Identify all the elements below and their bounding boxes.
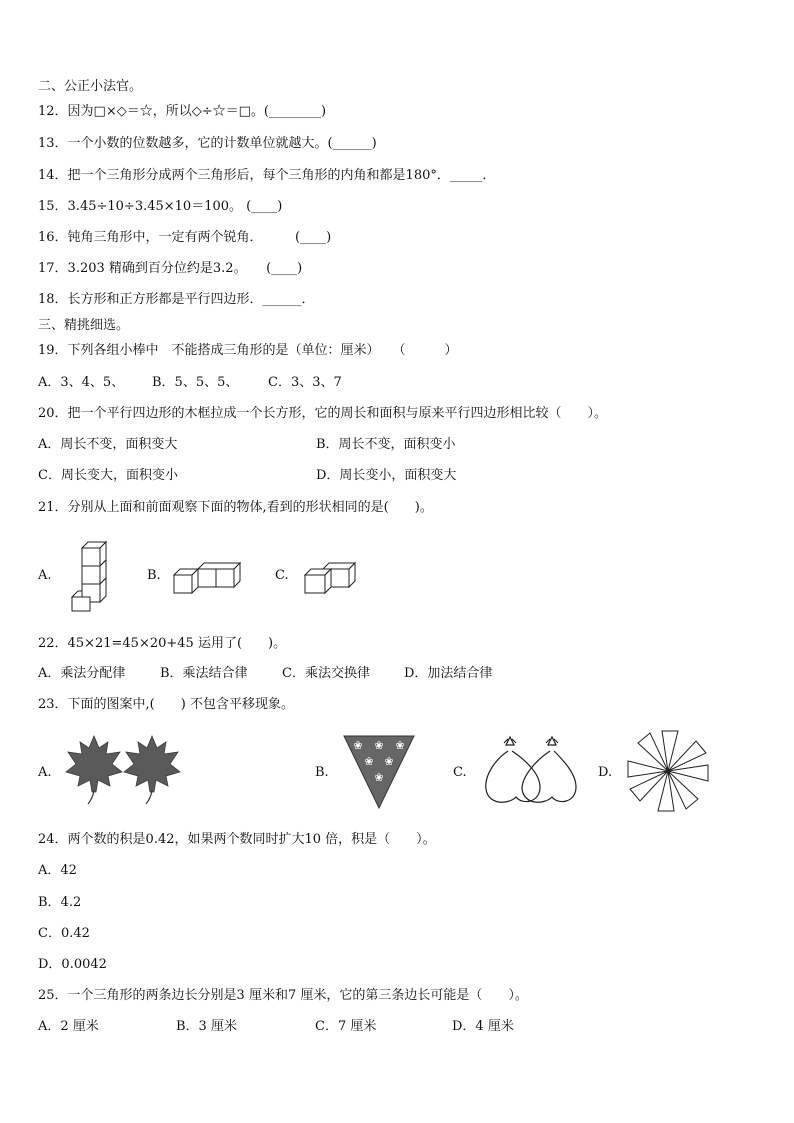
q19-option-b[interactable]: B．5、5、5、 [152,375,239,390]
q21-option-c-label[interactable]: C. [275,568,289,583]
svg-text:❀: ❀ [374,739,384,752]
question-17: 17．3.203 精确到百分位约是3.2。 (____) [38,261,303,276]
q19-option-a[interactable]: A．3、4、5、 [38,375,125,390]
flower-triangle-icon [343,735,415,809]
q25-option-b[interactable]: B．3 厘米 [176,1019,237,1034]
question-16: 16．钝角三角形中，一定有两个锐角． (____) [38,230,332,245]
q25-option-a[interactable]: A．2 厘米 [38,1019,99,1034]
q22-option-c[interactable]: C．乘法交换律 [282,666,370,681]
heart-pair-icon [482,735,580,809]
question-14: 14．把一个三角形分成两个三角形后，每个三角形的内角和都是180°．_____． [38,168,496,183]
question-20-stem: 20．把一个平行四边形的木框拉成一个长方形，它的周长和面积与原来平行四边形相比较（ ）。 [38,406,608,421]
svg-text:❀: ❀ [364,755,374,768]
q22-option-b[interactable]: B．乘法结合律 [160,666,248,681]
svg-text:❀: ❀ [353,739,363,752]
q20-option-a[interactable]: A．周长不变，面积变大 [38,437,178,452]
question-13: 13．一个小数的位数越多，它的计数单位就越大。(______) [38,136,377,151]
section-title-2: 二、公正小法官。 [38,79,143,94]
q21-option-b-label[interactable]: B. [147,568,161,583]
q19-option-c[interactable]: C．3、3、7 [268,375,342,390]
q22-option-a[interactable]: A．乘法分配律 [38,666,126,681]
question-23-stem: 23．下面的图案中,( ) 不包含平移现象。 [38,697,294,712]
question-21-stem: 21．分别从上面和前面观察下面的物体,看到的形状相同的是( )。 [38,500,433,515]
pinwheel-icon [623,726,713,816]
cube-stack-icon [68,541,112,613]
q20-option-c[interactable]: C．周长变大，面积变小 [38,468,178,483]
q23-option-b-label[interactable]: B. [315,765,329,780]
q25-option-c[interactable]: C．7 厘米 [315,1019,377,1034]
q23-option-a-label[interactable]: A. [38,765,52,780]
q23-option-d-label[interactable]: D. [598,765,613,780]
q25-option-d[interactable]: D．4 厘米 [452,1019,514,1034]
q21-option-a-label[interactable]: A. [38,568,52,583]
q24-option-d[interactable]: D．0.0042 [38,957,107,972]
question-18: 18．长方形和正方形都是平行四边形．______． [38,292,315,307]
cube-row-icon [172,561,242,595]
svg-text:❀: ❀ [384,755,394,768]
q24-option-a[interactable]: A．42 [38,863,77,878]
q24-option-c[interactable]: C．0.42 [38,926,90,941]
question-19-stem: 19．下列各组小棒中 不能搭成三角形的是（单位：厘米） （ ） [38,343,458,358]
q23-option-c-label[interactable]: C. [453,765,467,780]
question-15: 15．3.45÷10÷3.45×10＝100。 (____) [38,199,283,214]
maple-leaves-icon [64,734,184,806]
q20-option-b[interactable]: B．周长不变，面积变小 [316,437,456,452]
q24-option-b[interactable]: B．4.2 [38,895,82,910]
cube-pair-icon [303,561,357,595]
q22-option-d[interactable]: D．加法结合律 [404,666,493,681]
question-25-stem: 25．一个三角形的两条边长分别是3 厘米和7 厘米，它的第三条边长可能是（ ）。 [38,988,528,1003]
section-title-3: 三、精挑细选。 [38,318,130,333]
question-12: 12．因为□×◇＝☆，所以◇÷☆＝□。(________) [38,104,327,119]
question-22-stem: 22．45×21=45×20+45 运用了( )。 [38,636,287,651]
q20-option-d[interactable]: D．周长变小，面积变大 [316,468,457,483]
question-24-stem: 24．两个数的积是0.42，如果两个数同时扩大10 倍，积是（ ）。 [38,832,436,847]
svg-text:❀: ❀ [374,771,384,784]
svg-text:❀: ❀ [395,739,405,752]
